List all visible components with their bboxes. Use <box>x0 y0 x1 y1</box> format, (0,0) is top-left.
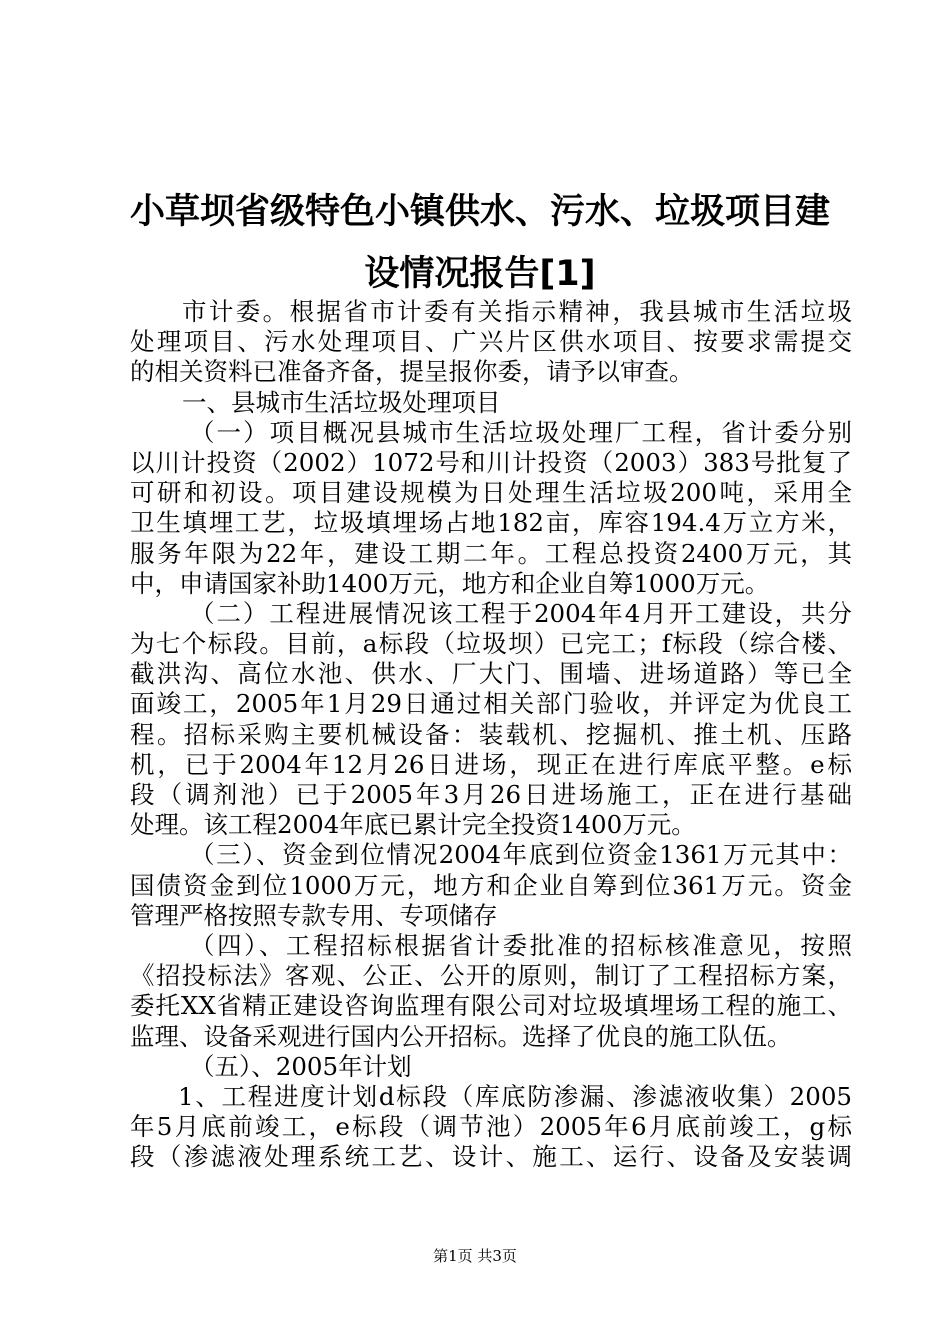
body-line: 1、工程进度计划d标段（库底防渗漏、渗滤液收集）2005 <box>178 1081 852 1111</box>
body-line: 监理、设备采观进行国内公开招标。选择了优良的施工队伍。 <box>130 1021 792 1051</box>
body-line: 可研和初设。项目建设规模为日处理生活垃圾200吨，采用全 <box>130 478 852 508</box>
body-line: 处理。该工程2004年底已累计完全投资1400万元。 <box>130 810 696 840</box>
page-footer: 第1页 共3页 <box>433 1247 517 1265</box>
body-line: 处理项目、污水处理项目、广兴片区供水项目、按要求需提交 <box>130 327 852 357</box>
body-line: 管理严格按照专款专用、专项储存 <box>130 900 498 930</box>
body-line: 程。招标采购主要机械设备：装载机、挖掘机、推土机、压路 <box>130 719 852 749</box>
body-line: 年5月底前竣工，e标段（调节池）2005年6月底前竣工，g标 <box>130 1112 852 1142</box>
body-line: 截洪沟、高位水池、供水、厂大门、围墙、进场道路）等已全 <box>130 659 852 689</box>
body-line: 机，已于2004年12月26日进场，现正在进行库底平整。e标 <box>130 749 852 779</box>
body-line: （四）、工程招标根据省计委批准的招标核准意见，按照 <box>190 930 852 960</box>
body-line: 国债资金到位1000万元，地方和企业自筹到位361万元。资金 <box>130 870 852 900</box>
body-line: 段（渗滤液处理系统工艺、设计、施工、运行、设备及安装调 <box>130 1142 852 1172</box>
body-line: 卫生填埋工艺，垃圾填埋场占地182亩，库容194.4万立方米， <box>130 508 852 538</box>
body-line: 服务年限为22年，建设工期二年。工程总投资2400万元，其 <box>130 538 852 568</box>
body-line: （二）工程进展情况该工程于2004年4月开工建设，共分 <box>190 598 852 628</box>
document-title-line-2: 设情况报告[1] <box>364 254 596 294</box>
body-line: 为七个标段。目前，a标段（垃圾坝）已完工；f标段（综合楼、 <box>130 629 852 659</box>
section-heading: 一、县城市生活垃圾处理项目 <box>182 387 501 417</box>
body-line: 的相关资料已准备齐备，提呈报你委，请予以审查。 <box>130 357 694 387</box>
body-line: 面竣工，2005年1月29日通过相关部门验收，并评定为优良工 <box>130 689 852 719</box>
body-line: 市计委。根据省市计委有关指示精神，我县城市生活垃圾 <box>182 297 852 326</box>
document-title-line-1: 小草坝省级特色小镇供水、污水、垃圾项目建 <box>129 192 830 232</box>
body-line: （一）项目概况县城市生活垃圾处理厂工程，省计委分别 <box>190 417 852 447</box>
body-line: （三）、资金到位情况2004年底到位资金1361万元其中： <box>190 840 852 870</box>
body-line: 中，申请国家补助1400万元，地方和企业自筹1000万元。 <box>130 568 770 598</box>
body-line: 段（调剂池）已于2005年3月26日进场施工，正在进行基础 <box>130 780 852 809</box>
section-heading: （五）、2005年计划 <box>190 1051 412 1081</box>
document-body <box>130 297 852 1172</box>
body-line: 以川计投资（2002）1072号和川计投资（2003）383号批复了 <box>130 447 852 477</box>
body-line: 《招投标法》客观、公正、公开的原则，制订了工程招标方案， <box>130 961 852 991</box>
body-line: 委托XX省精正建设咨询监理有限公司对垃圾填埋场工程的施工、 <box>130 991 852 1021</box>
